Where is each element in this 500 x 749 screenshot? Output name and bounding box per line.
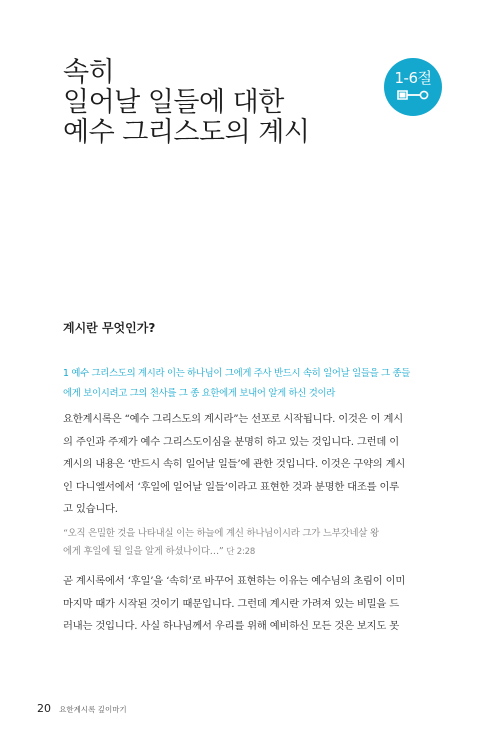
paragraph-line: 의 주인과 주제가 예수 그리스도이심을 분명히 하고 있는 것입니다. 그런데 이 [63, 435, 399, 448]
verse-line: 1 예수 그리스도의 계시라 이는 하나님이 그에게 주사 반드시 속히 일어날 일들을 그 종들 [63, 368, 410, 379]
scripture-verse [63, 364, 453, 404]
chapter-title-line-1: 속히 [63, 57, 115, 88]
paragraph-line: 요한계시록은 “예수 그리스도의 계시라”는 선포로 시작됩니다. 이것은 이 계시 [63, 413, 403, 425]
chapter-title [63, 58, 309, 148]
scripture-quote [63, 525, 458, 561]
quote-line [63, 543, 458, 561]
paragraph-line: 곧 계시록에서 ‘후일’을 ‘속히’로 바꾸어 표현하는 이유는 예수님의 초림이 이미 [63, 575, 406, 587]
key-icon [397, 89, 429, 101]
running-book-title: 요한계시록 깊이마기 [59, 705, 127, 714]
verse-range-badge [384, 58, 442, 116]
page-number: 20 [37, 702, 51, 715]
verse-line: 에게 보이시려고 그의 천사를 그 종 요한에게 보내어 알게 하신 것이라 [63, 388, 335, 399]
paragraph-line: 인 다니엘서에서 ‘후일에 일어날 일들’이라고 표현한 것과 분명한 대조를 이루 [63, 480, 399, 493]
body-paragraph-1 [63, 408, 458, 521]
paragraph-line: 러내는 것입니다. 사실 하나님께서 우리를 위해 예비하신 모든 것은 보지도 못 [63, 620, 399, 633]
chapter-title-line-3: 예수 그리스도의 계시 [63, 117, 310, 148]
paragraph-line: 마지막 때가 시작된 것이기 때문입니다. 그런데 계시란 가려져 있는 비밀을 드 [63, 597, 399, 610]
paragraph-line: 계시의 내용은 ‘반드시 속히 일어날 일들’에 관한 것입니다. 이것은 구약의 계시 [63, 458, 406, 471]
body-paragraph-2 [63, 570, 458, 638]
page-footer [37, 697, 127, 716]
chapter-title-line-2: 일어날 일들에 대한 [63, 87, 284, 118]
quote-reference: 단 2:28 [226, 547, 256, 557]
paragraph-line: 고 있습니다. [63, 503, 118, 516]
section-heading: 계시란 무엇인가? [63, 321, 156, 335]
verse-range-label: 1-6절 [394, 69, 432, 87]
quote-line: “오직 은밀한 것을 나타내실 이는 하늘에 계신 하나님이시라 그가 느부갓네살 왕 [63, 528, 379, 539]
quote-text: 에게 후일에 될 일을 알게 하셨나이다…” [63, 546, 224, 557]
